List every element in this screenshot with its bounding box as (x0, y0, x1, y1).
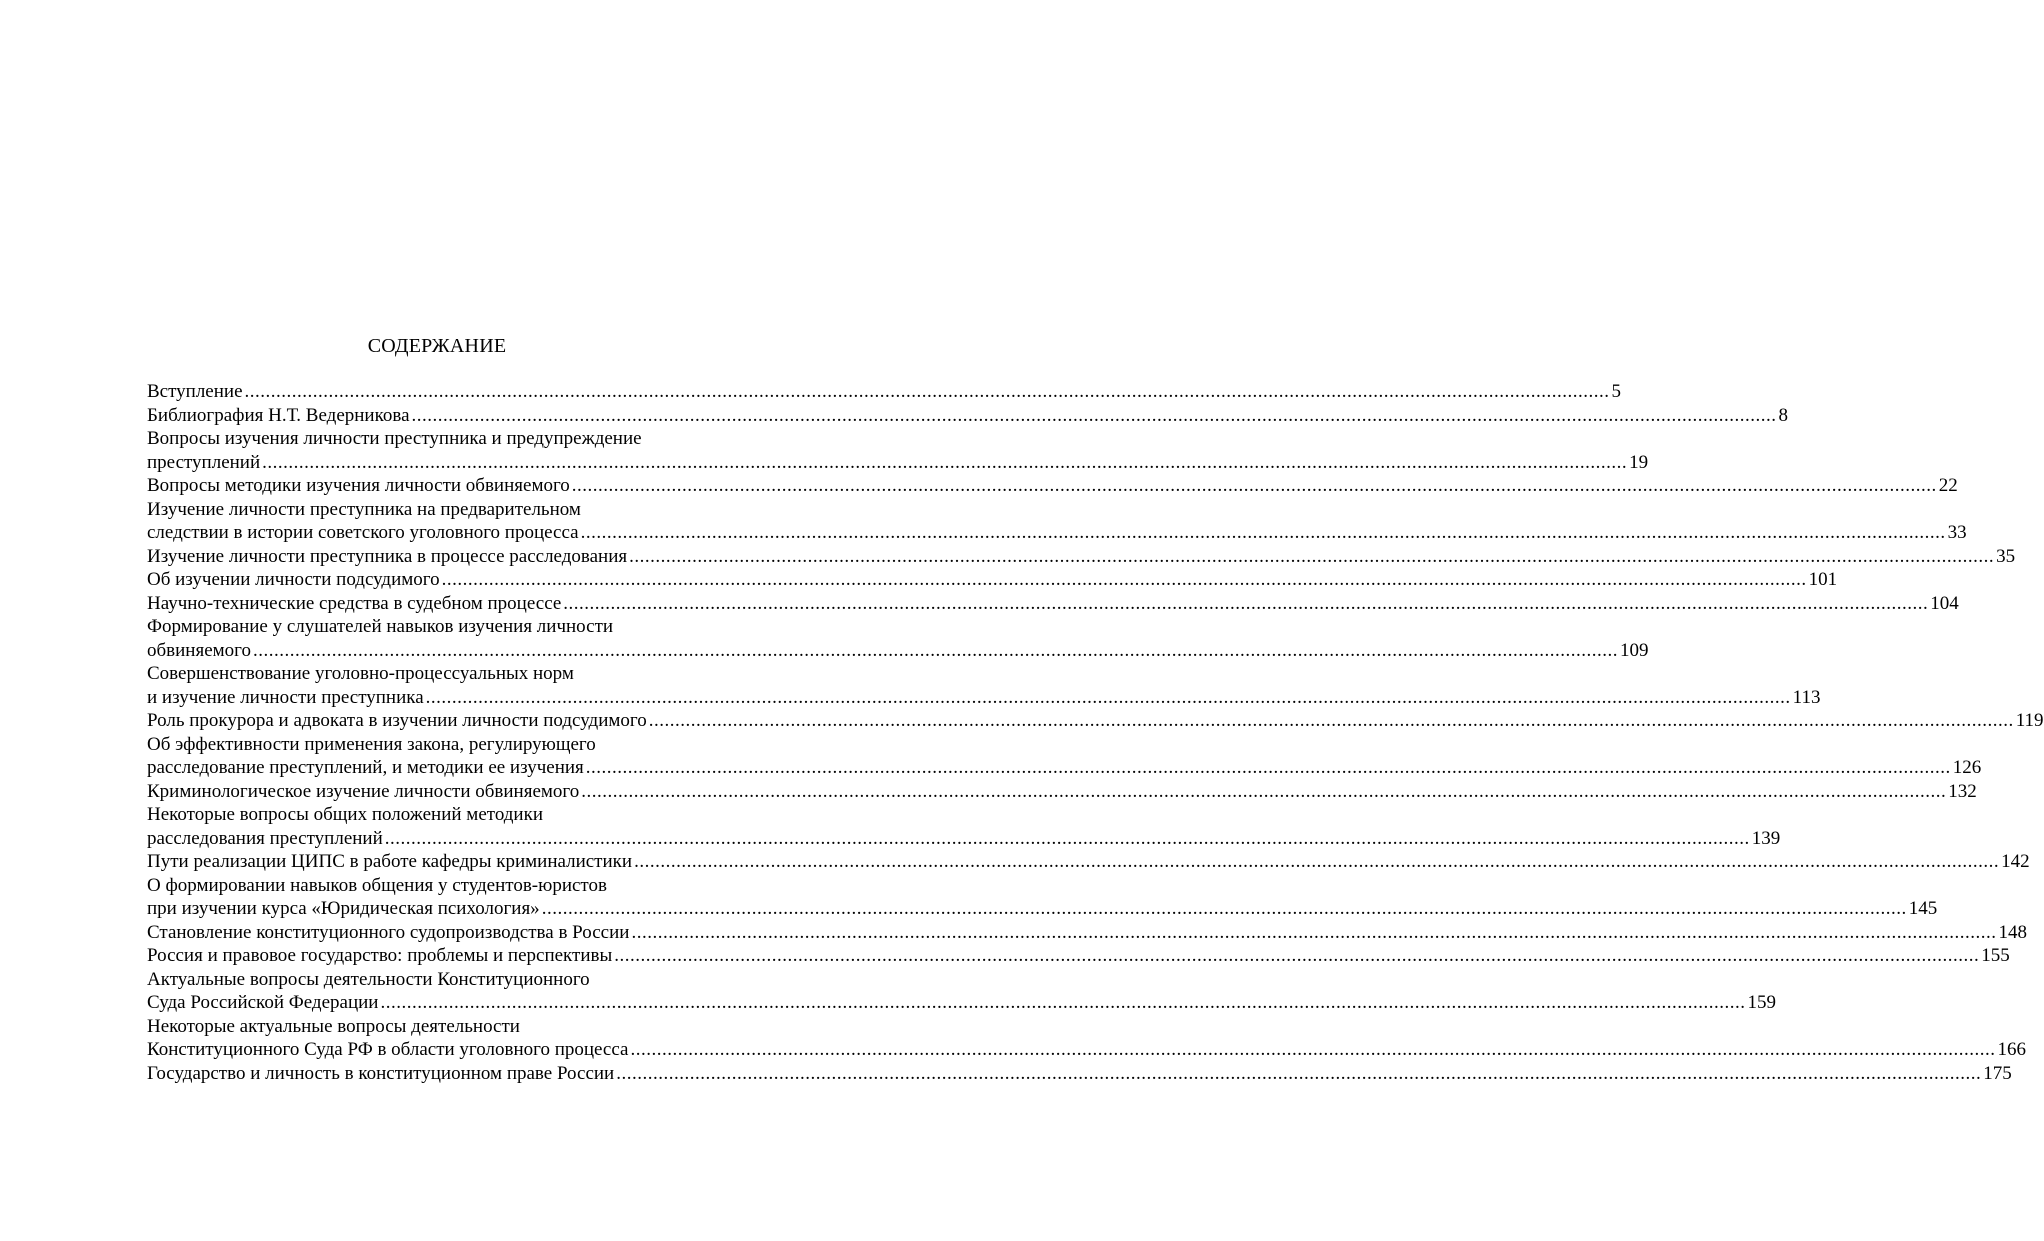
toc-entry-line (147, 686, 1821, 710)
toc-page-number: 101 (1808, 569, 1838, 590)
toc-entry (147, 474, 1958, 498)
toc-entry-text: Актуальные вопросы деятельности Конституционного (147, 968, 590, 990)
dot-leader: .................................................................................................................................................................................................................................................................... (581, 780, 1947, 802)
dot-leader: .................................................................................................................................................................................................................................................................... (244, 381, 1610, 402)
dot-leader: .................................................................................................................................................................................................................................................................... (629, 545, 1995, 567)
toc-entry-line (147, 521, 1967, 545)
toc-entry-line (147, 1038, 2026, 1062)
toc-page-number: 5 (1611, 381, 1622, 402)
dot-leader: .................................................................................................................................................................................................................................................................... (585, 757, 1951, 778)
toc-entry-text: следствии в истории советского уголовного процесса (147, 522, 579, 543)
toc-entry-text: О формировании навыков общения у студентов-юристов (147, 874, 607, 896)
dot-leader: .................................................................................................................................................................................................................................................................... (253, 639, 1618, 661)
toc-entry-text: преступлений (147, 451, 261, 473)
toc-entry-text: Научно-технические средства в судебном процессе (147, 592, 562, 614)
toc-page-number: 104 (1930, 592, 1959, 614)
toc-entry-text: Криминологическое изучение личности обвиняемого (147, 780, 580, 802)
dot-leader: .................................................................................................................................................................................................................................................................... (648, 710, 2014, 731)
toc-entry (147, 944, 2010, 968)
dot-leader: .................................................................................................................................................................................................................................................................... (425, 686, 1791, 708)
dot-leader: .................................................................................................................................................................................................................................................................... (262, 451, 1628, 473)
toc-entry-text: Изучение личности преступника на предварительном (147, 498, 581, 520)
toc-entry-line (147, 756, 1982, 780)
dot-leader: .................................................................................................................................................................................................................................................................... (380, 992, 1746, 1013)
toc-entry-line (147, 639, 1649, 663)
toc-entry (147, 733, 1982, 780)
toc-entry-text: Вопросы изучения личности преступника и предупреждение (147, 428, 642, 449)
toc-entry-text: Государство и личность в конституционном праве России (147, 1062, 615, 1084)
dot-leader: .................................................................................................................................................................................................................................................................... (541, 898, 1907, 919)
toc-entry-line (147, 615, 758, 639)
toc-entry (147, 850, 2030, 874)
toc-entry (147, 427, 1649, 474)
toc-entry-line (147, 850, 2030, 874)
toc-entry (147, 404, 1789, 428)
toc-entry (147, 803, 1781, 850)
toc-entry-line (147, 427, 758, 451)
toc-entry (147, 615, 1649, 662)
toc-entry-line (147, 780, 1977, 804)
toc-entry-text: Вступление (147, 381, 243, 402)
toc-entry-line (147, 380, 1622, 404)
toc-entry-text: расследования преступлений (147, 827, 383, 849)
dot-leader: .................................................................................................................................................................................................................................................................... (614, 945, 1980, 966)
dot-leader: .................................................................................................................................................................................................................................................................... (634, 851, 2000, 872)
toc-page-number: 35 (1996, 545, 2016, 567)
toc-entry (147, 545, 2016, 569)
toc-page-number: 113 (1792, 686, 1821, 708)
toc-entry-text: Совершенствование уголовно-процессуальных норм (147, 663, 574, 684)
toc-entry-line (147, 921, 2027, 945)
dot-leader: .................................................................................................................................................................................................................................................................... (580, 522, 1946, 543)
toc-page-number: 166 (1997, 1039, 2026, 1060)
toc-entry-text: Роль прокурора и адвоката в изучении личности подсудимого (147, 710, 647, 731)
toc-title: СОДЕРЖАНИЕ (367, 335, 507, 357)
toc-page-number: 19 (1629, 451, 1649, 473)
toc-entry-text: Библиография Н.Т. Ведерникова (147, 404, 410, 426)
toc-entry-text: Суда Российской Федерации (147, 992, 379, 1013)
toc-entry-line (147, 545, 2016, 569)
toc-entry-text: и изучение личности преступника (147, 686, 424, 708)
toc-entry-text: Формирование у слушателей навыков изучения личности (147, 616, 614, 637)
toc-entry-text: Вопросы методики изучения личности обвиняемого (147, 475, 570, 496)
toc-entry (147, 921, 2027, 945)
toc-entry-text: обвиняемого (147, 639, 251, 661)
toc-entry-line (147, 897, 1938, 921)
dot-leader: .................................................................................................................................................................................................................................................................... (441, 569, 1807, 590)
dot-leader: .................................................................................................................................................................................................................................................................... (563, 592, 1929, 614)
dot-leader: .................................................................................................................................................................................................................................................................... (384, 827, 1750, 849)
toc-page-number: 126 (1952, 757, 1982, 778)
toc-entry (147, 568, 1838, 592)
toc-entry-line (147, 709, 2044, 733)
toc-page-number: 109 (1620, 639, 1649, 661)
toc-page-number: 142 (2001, 851, 2030, 872)
toc-entry (147, 592, 1959, 616)
dot-leader: .................................................................................................................................................................................................................................................................... (571, 475, 1937, 496)
dot-leader: .................................................................................................................................................................................................................................................................... (631, 921, 1997, 943)
toc-entry-line (147, 474, 1958, 498)
toc-entry-text: при изучении курса «Юридическая психология» (147, 898, 540, 919)
toc-entry-text: Некоторые вопросы общих положений методики (147, 804, 544, 825)
toc-entry (147, 968, 1776, 1015)
toc-page-number: 139 (1751, 827, 1781, 849)
toc-entry-line (147, 498, 758, 522)
toc-entry (147, 662, 1821, 709)
toc-entry-text: Об изучении личности подсудимого (147, 569, 440, 590)
toc-entry-line (147, 827, 1781, 851)
toc-entry-line (147, 803, 758, 827)
toc-entry-line (147, 733, 758, 757)
toc-page-number: 145 (1908, 898, 1938, 919)
toc-entry (147, 709, 2044, 733)
toc-entry-line (147, 662, 758, 686)
toc-entry-line (147, 991, 1776, 1015)
toc-entry-text: Россия и правовое государство: проблемы и перспективы (147, 945, 613, 966)
toc-list (147, 380, 2044, 1085)
toc-entry-line (147, 592, 1959, 616)
toc-page-number: 8 (1778, 404, 1789, 426)
toc-entry-line (147, 1015, 758, 1039)
toc-entry-line (147, 404, 1789, 428)
toc-entry (147, 874, 1938, 921)
dot-leader: .................................................................................................................................................................................................................................................................... (616, 1062, 1982, 1084)
toc-entry (147, 1062, 2012, 1086)
toc-entry (147, 380, 1622, 404)
toc-page-number: 33 (1947, 522, 1967, 543)
toc-entry (147, 780, 1977, 804)
toc-entry-line (147, 944, 2010, 968)
toc-entry-text: Становление конституционного судопроизводства в России (147, 921, 630, 943)
toc-entry-text: Некоторые актуальные вопросы деятельности (147, 1015, 520, 1037)
toc-entry-line (147, 451, 1649, 475)
toc-page-number: 148 (1998, 921, 2027, 943)
toc-entry-line (147, 1062, 2012, 1086)
toc-entry-text: Конституционного Суда РФ в области уголовного процесса (147, 1039, 629, 1060)
toc-page-number: 175 (1983, 1062, 2012, 1084)
toc-entry-text: Изучение личности преступника в процессе расследования (147, 545, 628, 567)
toc-entry-text: Об эффективности применения закона, регулирующего (147, 733, 596, 755)
toc-entry-line (147, 874, 758, 898)
toc-entry-line (147, 968, 758, 992)
toc-entry-text: расследование преступлений, и методики ее изучения (147, 757, 584, 778)
toc-page-number: 22 (1938, 475, 1958, 496)
toc-page-number: 132 (1948, 780, 1977, 802)
toc-entry-line (147, 568, 1838, 592)
toc-page-number: 155 (1981, 945, 2010, 966)
toc-entry (147, 1015, 2026, 1062)
toc-page-number: 159 (1747, 992, 1776, 1013)
dot-leader: .................................................................................................................................................................................................................................................................... (630, 1039, 1996, 1060)
toc-entry-text: Пути реализации ЦИПС в работе кафедры криминалистики (147, 851, 633, 872)
toc-entry (147, 498, 1967, 545)
toc-page-number: 119 (2015, 710, 2044, 731)
dot-leader: .................................................................................................................................................................................................................................................................... (411, 404, 1777, 426)
